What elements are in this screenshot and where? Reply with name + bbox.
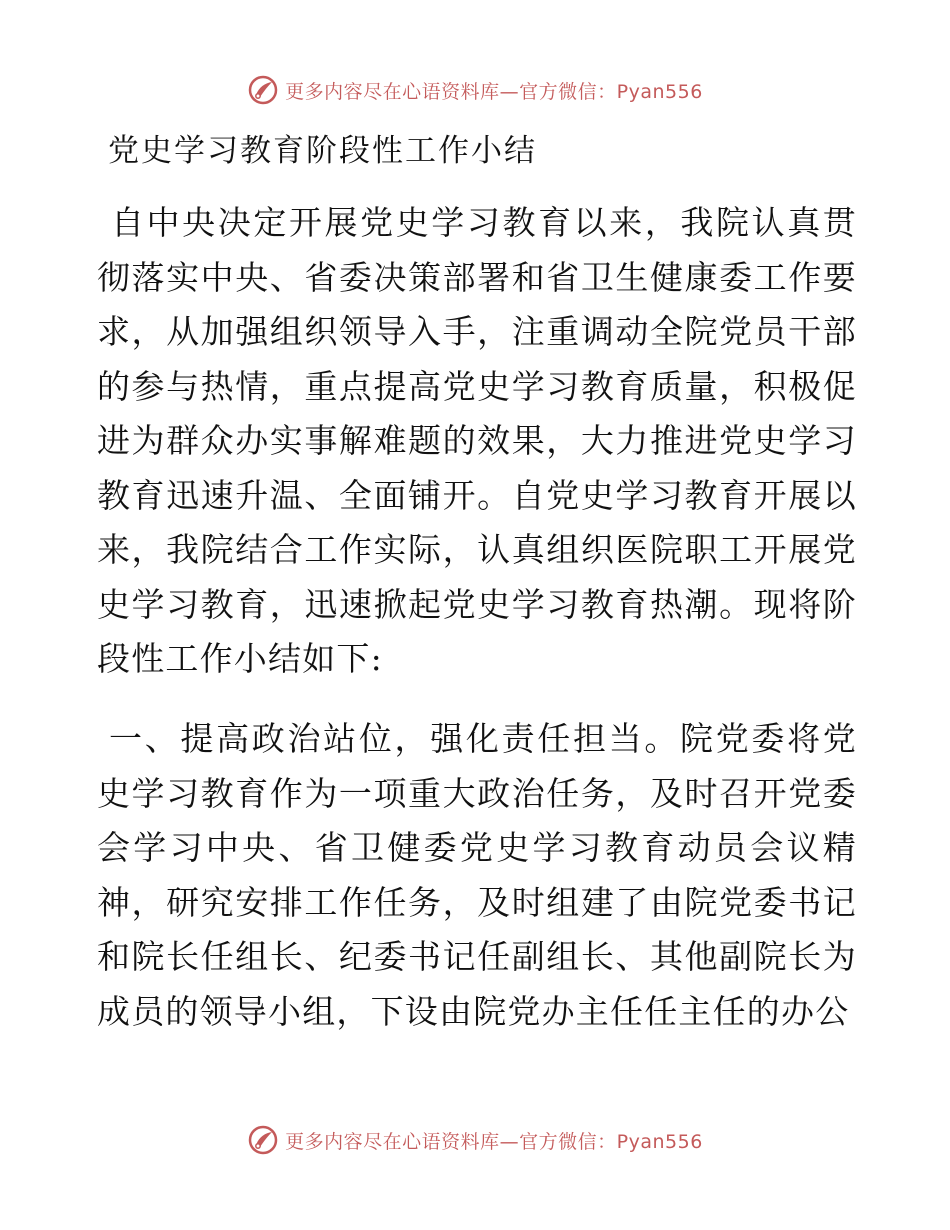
watermark-logo-icon xyxy=(247,1124,279,1156)
watermark-text: 更多内容尽在心语资料库—官方微信：Pyan556 xyxy=(285,80,703,103)
paragraph-intro: 自中央决定开展党史学习教育以来，我院认真贯彻落实中央、省委决策部署和省卫生健康委工作要求，从加强组织领导入手，注重调动全院党员干部的参与热情，重点提高党史学习教育质量，积极促进为群众办实事解难题的效果，大力推进党史学习教育迅速升温、全面铺开。自党史学习教育开展以来，我院结合工作实际，认真组织医院职工开展党史学习教育，迅速掀起党史学习教育热潮。现将阶段性工作小结如下: xyxy=(97,203,857,678)
footer-watermark xyxy=(0,1122,950,1158)
paragraph-section-one: 一、提高政治站位，强化责任担当。院党委将党史学习教育作为一项重大政治任务，及时召开党委会学习中央、省卫健委党史学习教育动员会议精神，研究安排工作任务，及时组建了由院党委书记和院长任组长、纪委书记任副组长、其他副院长为成员的领导小组，下设由院党办主任任主任的办公 xyxy=(97,719,857,1031)
watermark-logo-icon xyxy=(247,74,279,106)
watermark-text: 更多内容尽在心语资料库—官方微信：Pyan556 xyxy=(285,1130,703,1153)
document-title: 党史学习教育阶段性工作小结 xyxy=(108,133,537,169)
header-watermark xyxy=(0,72,950,108)
